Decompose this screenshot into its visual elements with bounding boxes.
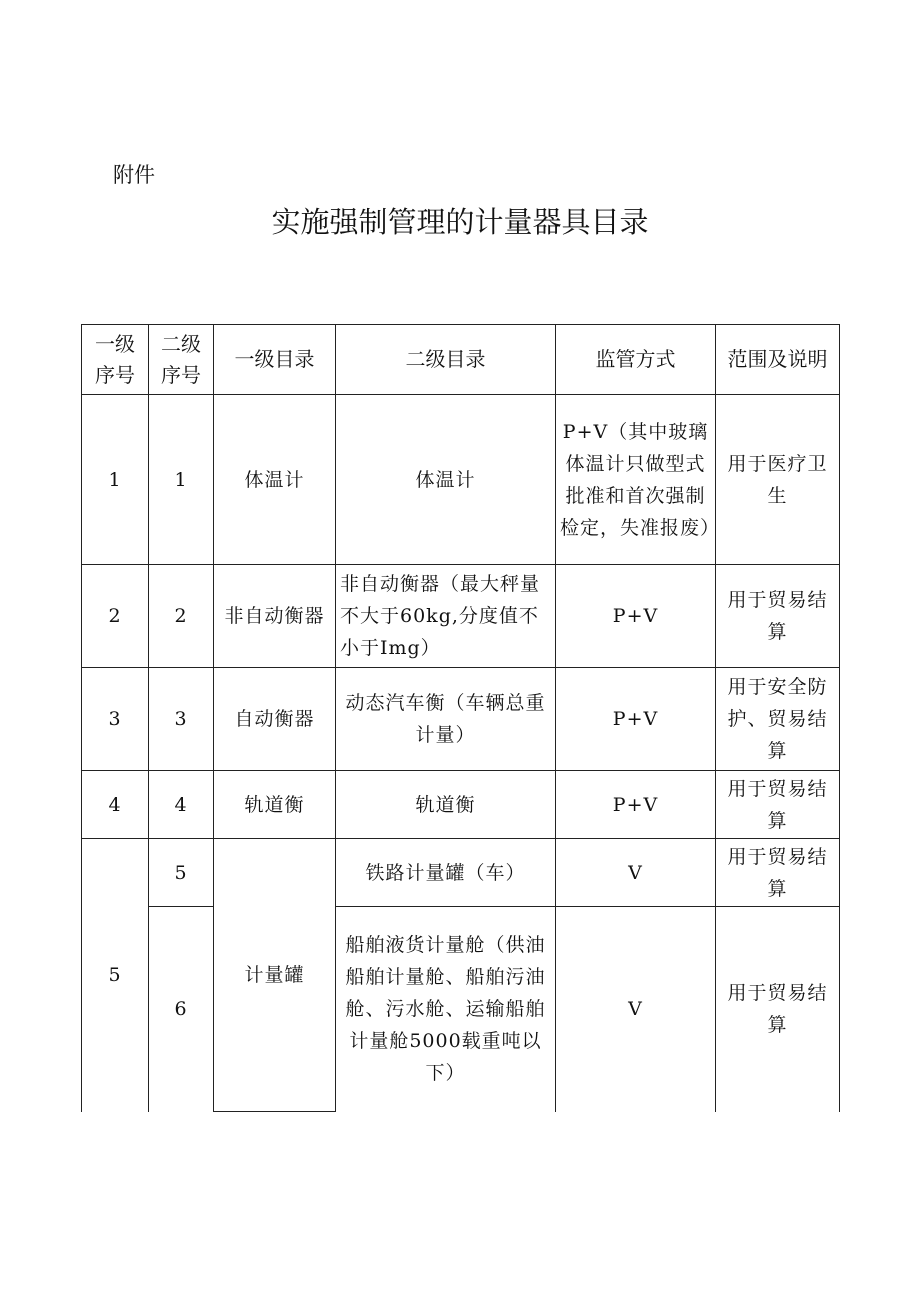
cell-level2-catalog: 铁路计量罐（车）: [336, 839, 556, 907]
cell-level1-no: 4: [82, 771, 149, 839]
table-row: [82, 907, 840, 1112]
measuring-instrument-catalog-table: [81, 324, 840, 1112]
cell-level1-no: 2: [82, 565, 149, 668]
table-row: [82, 565, 840, 668]
cell-level2-catalog: 船舶液货计量舱（供油船舶计量舱、船舶污油舱、污水舱、运输船舶计量舱5000载重吨以下）: [336, 907, 556, 1112]
cell-scope: 用于贸易结算: [716, 565, 840, 668]
header-level2-catalog: 二级目录: [336, 325, 556, 395]
cell-level2-no: 1: [149, 395, 214, 565]
cell-supervision: P+V: [556, 668, 716, 771]
table-row: [82, 668, 840, 771]
header-level2-no: 二级序号: [149, 325, 214, 395]
attachment-label: 附件: [113, 163, 155, 187]
document-title: 实施强制管理的计量器具目录: [271, 205, 649, 239]
cell-level2-catalog: 体温计: [336, 395, 556, 565]
cell-level1-no: 1: [82, 395, 149, 565]
cell-level2-no: 2: [149, 565, 214, 668]
cell-supervision: P+V: [556, 771, 716, 839]
cell-level1-no: 5: [82, 839, 149, 1112]
cell-level1-catalog: 轨道衡: [214, 771, 336, 839]
table-header-row: [82, 325, 840, 395]
header-scope: 范围及说明: [716, 325, 840, 395]
cell-level2-catalog: 非自动衡器（最大秤量不大于60kg,分度值不小于Img）: [336, 565, 556, 668]
cell-level2-no: 4: [149, 771, 214, 839]
cell-level1-no: 3: [82, 668, 149, 771]
cell-scope: 用于贸易结算: [716, 771, 840, 839]
cell-scope: 用于贸易结算: [716, 907, 840, 1112]
cell-scope: 用于贸易结算: [716, 839, 840, 907]
header-supervision: 监管方式: [556, 325, 716, 395]
table-row: [82, 839, 840, 907]
table-row: [82, 771, 840, 839]
cell-supervision: V: [556, 839, 716, 907]
cell-level2-no: 3: [149, 668, 214, 771]
cell-level1-catalog: 非自动衡器: [214, 565, 336, 668]
cell-scope: 用于安全防护、贸易结算: [716, 668, 840, 771]
header-level1-no: 一级序号: [82, 325, 149, 395]
cell-supervision: V: [556, 907, 716, 1112]
cell-level2-catalog: 动态汽车衡（车辆总重计量）: [336, 668, 556, 771]
cell-level2-catalog: 轨道衡: [336, 771, 556, 839]
cell-level1-catalog: 自动衡器: [214, 668, 336, 771]
cell-level1-catalog: 计量罐: [214, 839, 336, 1112]
cell-supervision: P+V（其中玻璃体温计只做型式批准和首次强制检定，失准报废）: [556, 395, 716, 565]
table-row: [82, 395, 840, 565]
cell-level2-no: 5: [149, 839, 214, 907]
cell-level2-no: 6: [149, 907, 214, 1112]
header-level1-catalog: 一级目录: [214, 325, 336, 395]
cell-level1-catalog: 体温计: [214, 395, 336, 565]
cell-scope: 用于医疗卫生: [716, 395, 840, 565]
cell-supervision: P+V: [556, 565, 716, 668]
